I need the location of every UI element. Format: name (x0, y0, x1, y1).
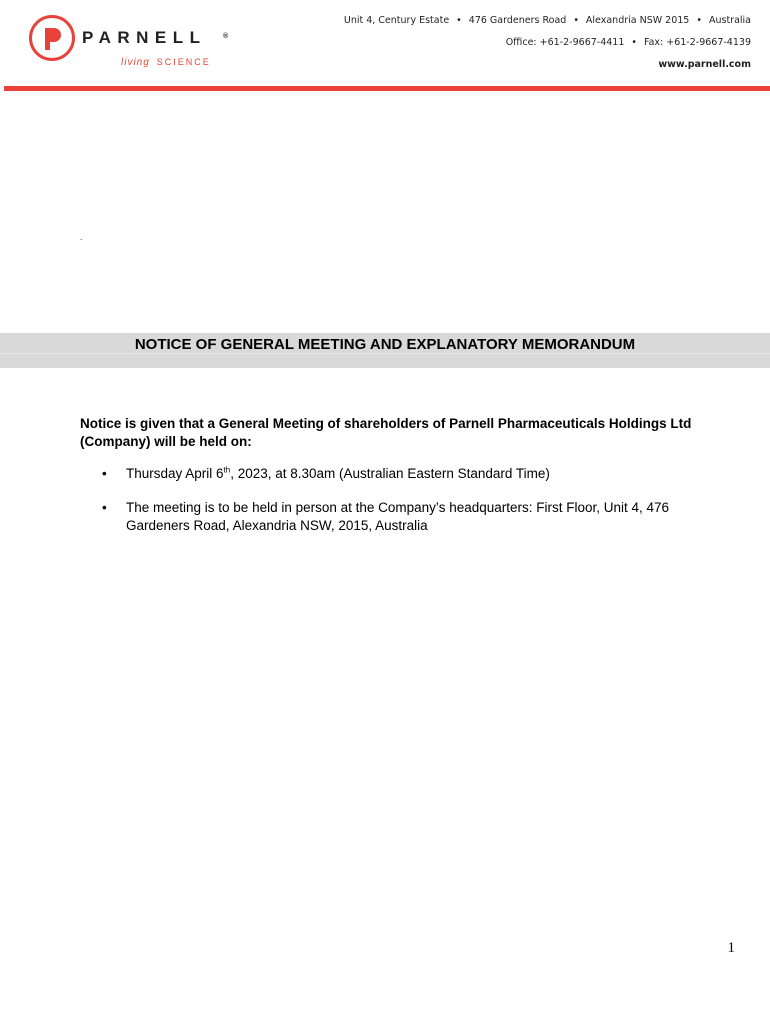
website-link[interactable]: www.parnell.com (658, 59, 751, 70)
address-separator: • (696, 15, 702, 26)
notice-paragraph: Notice is given that a General Meeting of shareholders of Parnell Pharmaceuticals Holdings Ltd (Company) will be held on: (80, 416, 692, 449)
address-street: 476 Gardeners Road (468, 15, 567, 26)
address-line (344, 16, 751, 26)
page-number: 1 (727, 940, 735, 956)
bullet-icon: • (102, 466, 107, 481)
ordinal-suffix: th (223, 465, 231, 475)
p-logo-icon (32, 18, 72, 58)
address-suburb: Alexandria NSW 2015 (585, 15, 690, 26)
meeting-date-text: Thursday April 6th, 2023, at 8.30am (Australian Eastern Standard Time) (126, 465, 550, 481)
stray-mark: . (80, 233, 83, 242)
logo-tagline (121, 58, 211, 68)
tagline-science: SCIENCE (156, 57, 211, 67)
address-country: Australia (708, 15, 751, 26)
parnell-logo-mark (29, 15, 75, 61)
phone-separator: • (631, 37, 637, 48)
meeting-details-list (80, 465, 700, 551)
address-separator: • (456, 15, 462, 26)
address-separator: • (573, 15, 579, 26)
registered-mark: ® (223, 33, 229, 40)
list-item (80, 465, 700, 483)
address-unit: Unit 4, Century Estate (343, 15, 450, 26)
document-title: NOTICE OF GENERAL MEETING AND EXPLANATORY MEMORANDUM (134, 336, 636, 353)
meeting-location-text: The meeting is to be held in person at the Company’s headquarters: First Floor, Unit 4, 476 Gardeners Road, Alexandria NSW, 2015, Australia (126, 500, 670, 533)
bullet-icon: • (102, 500, 107, 515)
fax-number: Fax: +61-2-9667-4139 (644, 37, 751, 48)
company-logo-text: PARNELL (82, 28, 207, 47)
header-divider (4, 86, 770, 91)
tagline-living: living (121, 57, 150, 68)
office-phone: Office: +61-2-9667-4411 (505, 37, 625, 48)
list-item (80, 499, 700, 535)
phone-line (506, 38, 751, 48)
